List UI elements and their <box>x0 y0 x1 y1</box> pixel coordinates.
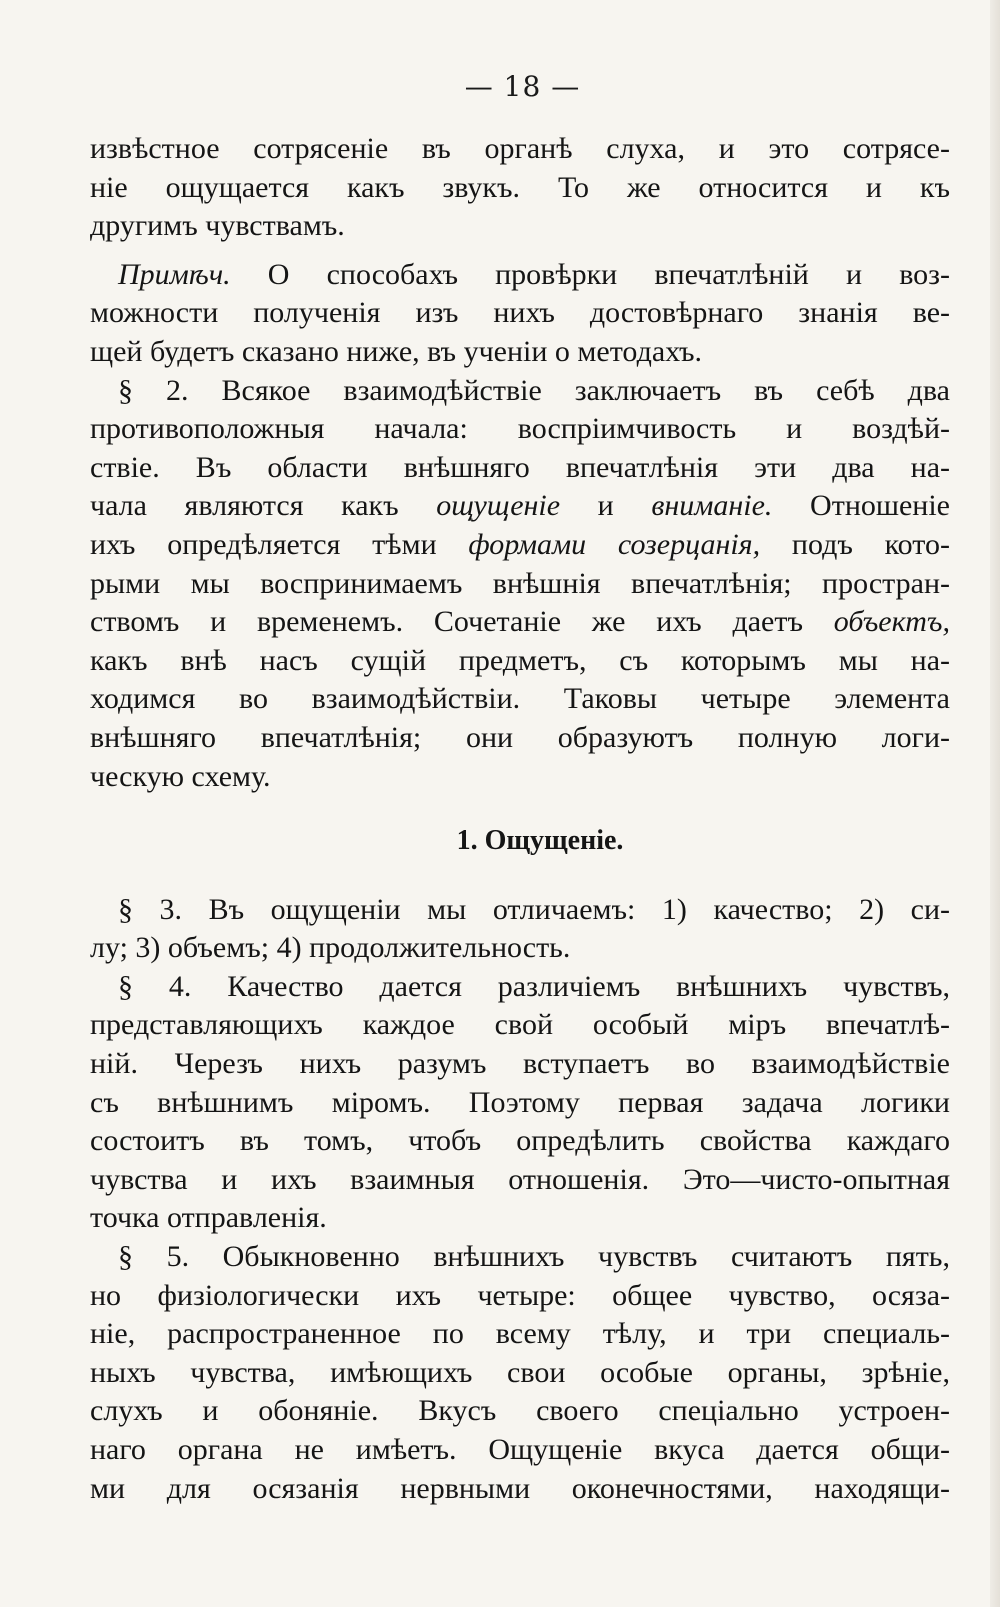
text-line: § 3. Въ ощущеніи мы отличаемъ: 1) качество; 2) си- <box>118 892 950 926</box>
text-line: ніе, распространенное по всему тѣлу, и три специаль- <box>90 1317 950 1351</box>
italic-term: формами созерцанія, <box>468 527 761 561</box>
text-line: извѣстное сотрясеніе въ органѣ слуха, и это сотрясе- <box>90 132 950 165</box>
text-line: но физіологически ихъ четыре: общее чувство, осяза- <box>90 1278 950 1312</box>
text-line: лу; 3) объемъ; 4) продолжительность. <box>90 931 571 965</box>
text-line: представляющихъ каждое свой особый міръ впечатлѣ- <box>90 1008 950 1042</box>
text-line: § 5. Обыкновенно внѣшнихъ чувствъ считаютъ пять, <box>118 1240 950 1274</box>
text-fragment: подъ кото- <box>760 527 950 561</box>
text-line: состоитъ въ томъ, чтобъ опредѣлить свойства каждаго <box>90 1124 950 1158</box>
text-line: наго органа не имѣетъ. Ощущеніе вкуса дается общи- <box>90 1433 950 1466</box>
text-line: противоположныя начала: воспріимчивость и воздѣй- <box>90 412 950 446</box>
text-line <box>90 256 950 295</box>
text-line: съ внѣшнимъ міромъ. Поэтому первая задача логики <box>90 1085 950 1119</box>
text-fragment: ствомъ и временемъ. Сочетаніе же ихъ даетъ <box>90 605 834 639</box>
paragraph-section-5 <box>90 1238 950 1508</box>
text-line: точка отправленія. <box>90 1201 327 1235</box>
text-line: слухъ и обоняніе. Вкусъ своего спеціально устроен- <box>90 1394 950 1428</box>
text-line: § 2. Всякое взаимодѣйствіе заключаетъ въ себѣ два <box>118 373 950 407</box>
paragraph-section-4 <box>90 968 950 1238</box>
text-line: чувства и ихъ взаимныя отношенія. Это—чисто-опытная <box>90 1162 950 1196</box>
text-line <box>90 487 950 526</box>
text-line: рыми мы воспринимаемъ внѣшнія впечатлѣнія; простран- <box>90 566 950 600</box>
text-line: ніе ощущается какъ звукъ. То же относится и къ <box>90 170 950 204</box>
text-line: другимъ чувствамъ. <box>90 209 345 243</box>
italic-term: вниманіе. <box>651 489 773 523</box>
text-fragment: ихъ опредѣляется тѣми <box>90 527 469 561</box>
paragraph-note <box>90 256 950 372</box>
page-text <box>90 130 950 1508</box>
italic-term: объектъ, <box>833 605 950 639</box>
scan-edge <box>990 0 1000 1607</box>
paragraph-section-2 <box>90 372 950 797</box>
note-label: Примѣч. <box>118 257 231 291</box>
section-heading: 1. Ощущеніе. <box>456 825 624 857</box>
text-fragment: Отношеніе <box>772 489 950 523</box>
text-line: ми для осязанія нервными оконечностями, находящи- <box>90 1471 950 1505</box>
text-fragment: О способахъ провѣрки впечатлѣній и воз- <box>230 257 950 291</box>
text-line: ходимся во взаимодѣйствіи. Таковы четыре элемента <box>90 682 950 716</box>
text-fragment: и <box>560 489 652 523</box>
italic-term: ощущеніе <box>436 489 561 523</box>
text-line <box>90 603 950 642</box>
paragraph-section-3 <box>90 891 950 968</box>
page-number: — 18 — <box>464 70 581 103</box>
text-line: щей будетъ сказано ниже, въ ученіи о методахъ. <box>90 334 703 368</box>
text-line: § 4. Качество дается различіемъ внѣшнихъ чувствъ, <box>118 969 950 1003</box>
text-line: ныхъ чувства, имѣющихъ свои особые органы, зрѣніе, <box>90 1355 950 1389</box>
text-fragment: чала являются какъ <box>90 489 437 523</box>
text-line: ній. Черезъ нихъ разумъ вступаетъ во взаимодѣйствіе <box>90 1047 950 1081</box>
text-line: можности полученія изъ нихъ достовѣрнаго знанія ве- <box>90 296 950 330</box>
text-line: какъ внѣ насъ сущій предметъ, съ которымъ мы на- <box>90 643 950 677</box>
text-line: ческую схему. <box>90 759 271 793</box>
paragraph <box>90 130 950 246</box>
text-line: внѣшняго впечатлѣнія; они образуютъ полную логи- <box>90 720 950 754</box>
text-line: ствіе. Въ области внѣшняго впечатлѣнія эти два на- <box>90 450 950 484</box>
text-line <box>90 526 950 565</box>
